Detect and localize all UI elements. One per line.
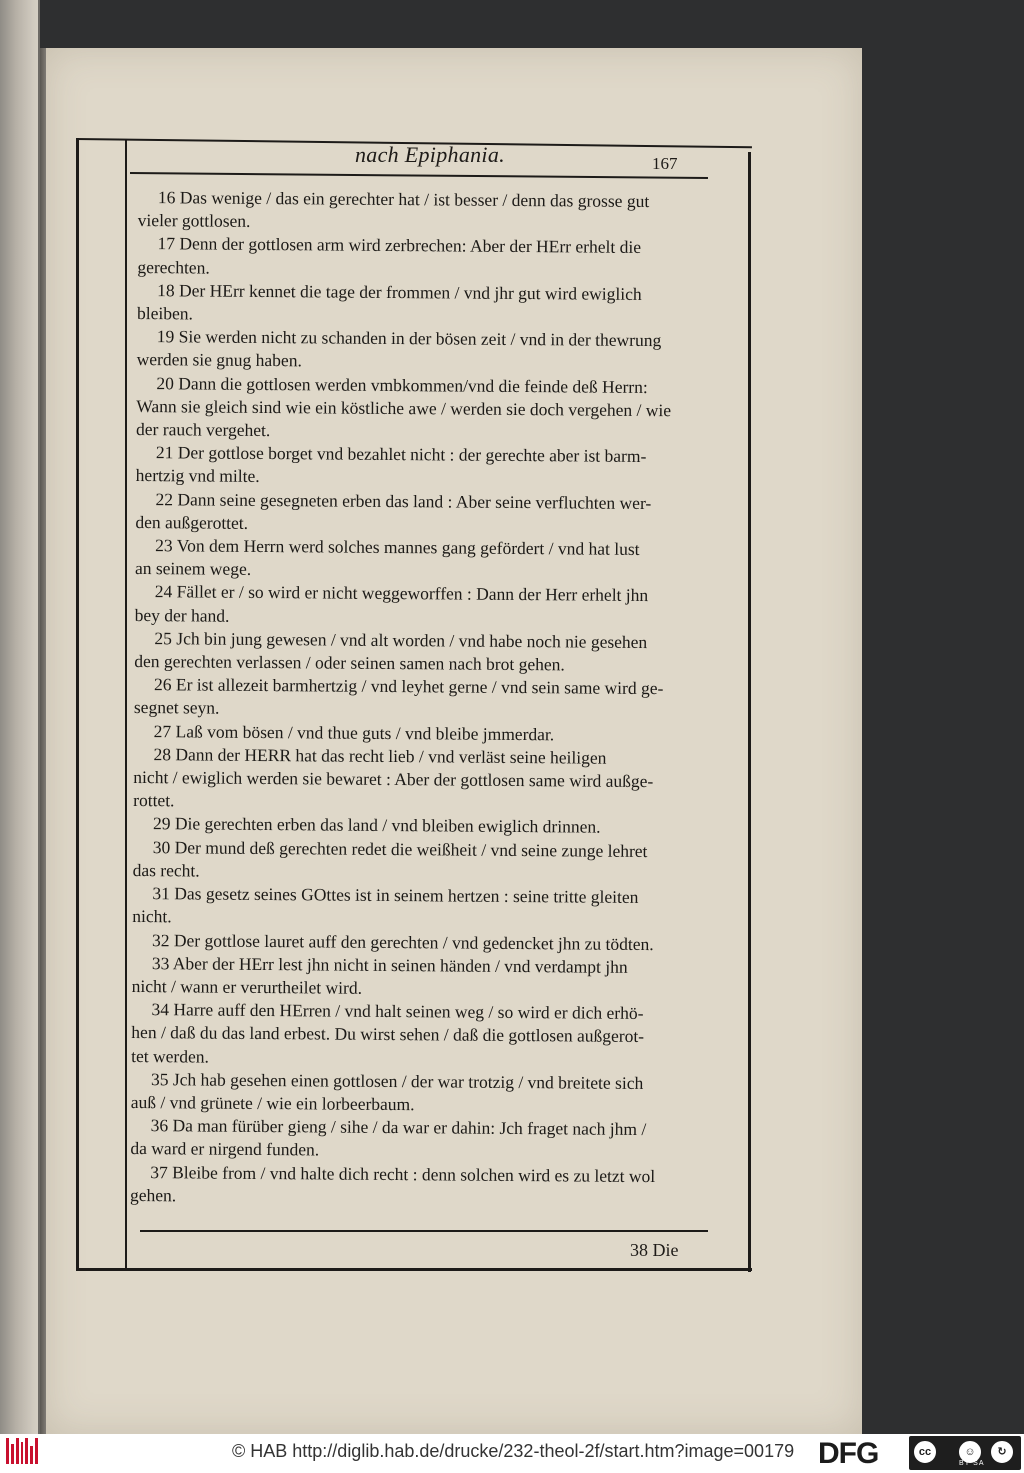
verse [138, 186, 700, 237]
verse-line: bleiben. [136, 303, 193, 324]
adjacent-page-edge [0, 0, 40, 1434]
verse [133, 836, 695, 887]
page-number: 167 [652, 154, 678, 173]
verse-line: das recht. [132, 859, 200, 881]
verse-line: 32 Der gottlose lauret auff den gerechten / vnd gedencket jhn zu tödten. [152, 929, 654, 954]
running-head: nach Epiphania. [355, 142, 505, 167]
verse-line: werden sie gnug haben. [136, 349, 302, 371]
verse-line: den gerechten verlassen / oder seinen samen nach brot gehen. [134, 651, 565, 675]
verse [130, 1114, 692, 1165]
verse-line: 33 Aber der HErr lest jhn nicht in seinen händen / vnd verdampt jhn [151, 952, 628, 977]
verse-line: 28 Dann der HERR hat das recht lieb / vnd verläst seine heiligen [153, 744, 607, 768]
verse-line: den außgerottet. [135, 511, 249, 533]
verse [136, 441, 698, 492]
frame-inner-rule [125, 140, 127, 1268]
verse [136, 372, 699, 446]
verse [131, 1068, 693, 1119]
verse-line: 19 Sie werden nicht zu schanden in der bösen zeit / vnd in der thewrung [156, 326, 662, 351]
verse [133, 743, 696, 817]
verse [131, 998, 694, 1072]
frame-bottom-rule [76, 1268, 752, 1271]
verse-line: gerechten. [137, 256, 210, 278]
attribution-icon: ☺ [957, 1439, 983, 1465]
verse-line: 31 Das gesetz seines GOttes ist in seinem hertzen : seine tritte gleiten [152, 883, 639, 908]
verse-line: auß / vnd grünete / wie ein lorbeerbaum. [130, 1091, 415, 1115]
verse-line: 30 Der mund deß gerechten redet die weißheit / vnd seine zunge lehret [152, 836, 648, 861]
verse-line: Wann sie gleich sind wie ein köstliche awe / werden sie doch vergehen / wie [136, 395, 672, 421]
verse [135, 580, 697, 631]
verse [134, 627, 696, 678]
verse-line: hen / daß du das land erbest. Du wirst sehen / daß die gottlosen außgerot- [131, 1022, 645, 1047]
verse-line: 26 Er ist allezeit barmhertzig / vnd leyhet gerne / vnd sein same wird ge- [154, 674, 664, 699]
cc-license-badge[interactable] [909, 1436, 1021, 1470]
verse-line: 20 Dann die gottlosen werden vmbkommen/vnd die feinde deß Herrn: [156, 372, 648, 397]
viewer-footer [0, 1434, 1024, 1473]
verse [137, 279, 699, 330]
verse-line: hertzig vnd milte. [135, 465, 260, 487]
verse-line: 24 Fället er / so wird er nicht weggeworffen : Dann der Herr erhelt jhn [154, 581, 649, 606]
frame-right-rule [748, 152, 751, 1272]
creative-commons-icon: cc [912, 1439, 938, 1465]
verse-line: 16 Das wenige / das ein gerechter hat / ist besser / denn das grosse gut [157, 187, 650, 212]
dfg-logo[interactable]: DFG [818, 1437, 879, 1470]
cc-label: BY SA [959, 1460, 985, 1467]
verse-line: segnet seyn. [133, 697, 220, 719]
verse [130, 1161, 692, 1212]
verse [135, 534, 697, 585]
verse-line: nicht / ewiglich werden sie bewaret : Aber der gottlosen same wird außge- [133, 767, 654, 792]
verse [134, 673, 696, 724]
verse-line: gehen. [129, 1184, 177, 1206]
verse-line: 17 Denn der gottlosen arm wird zerbrechen: Aber der HErr erhelt die [157, 233, 642, 258]
verse-line: da ward er nirgend funden. [130, 1138, 320, 1160]
verse-text-block [130, 186, 700, 1211]
verse-line: 34 Harre auff den HErren / vnd halt seinen weg / so wird er dich erhö- [151, 999, 644, 1024]
share-alike-icon: ↻ [989, 1439, 1015, 1465]
verse-line: 25 Jch bin jung gewesen / vnd alt worden / vnd habe noch nie gesehen [154, 628, 648, 652]
verse [137, 325, 699, 376]
verse [135, 488, 697, 539]
verse-line: 23 Von dem Herrn werd solches mannes gang gefördert / vnd hat lust [155, 535, 640, 559]
verse [137, 232, 699, 283]
verse-line: 27 Laß vom bösen / vnd thue guts / vnd bleibe jmmerdar. [153, 720, 555, 744]
verse [132, 952, 694, 1003]
verse-line: 29 Die gerechten erben das land / vnd bleiben ewiglich drinnen. [152, 813, 601, 838]
verse-line: 18 Der HErr kennet die tage der frommen / vnd jhr gut wird ewiglich [157, 279, 642, 304]
verse-line: an seinem wege. [134, 558, 252, 580]
verse-line: tet werden. [131, 1045, 209, 1067]
verse-line: bey der hand. [134, 604, 230, 626]
verse-line: der rauch vergehet. [136, 419, 271, 441]
verse-line: nicht / wann er verurtheilet wird. [131, 975, 363, 998]
verse-line: 22 Dann seine gesegneten erben das land : Aber seine verfluchten wer- [155, 488, 652, 513]
verse-line: 37 Bleibe from / vnd halte dich recht : denn solchen wird es zu letzt wol [150, 1161, 656, 1186]
footer-rule [140, 1230, 708, 1232]
verse-line: nicht. [132, 906, 172, 927]
verse-line: 21 Der gottlose borget vnd bezahlet nicht : der gerechte aber ist barm- [155, 442, 647, 467]
frame-left-rule [76, 138, 79, 1271]
verse-line: 35 Jch hab gesehen einen gottlosen / der war trotzig / vnd breitete sich [150, 1068, 644, 1093]
hab-logo-icon[interactable] [6, 1438, 38, 1466]
verse [132, 882, 694, 933]
verse-line: rottet. [133, 790, 175, 811]
verse-line: 36 Da man fürüber gieng / sihe / da war er dahin: Jch fraget nach jhm / [150, 1115, 647, 1140]
verse-line: vieler gottlosen. [137, 210, 251, 232]
catchword: 38 Die [630, 1240, 679, 1260]
copyright-link[interactable]: © HAB http://diglib.hab.de/drucke/232-theol-2f/start.htm?image=00179 [232, 1441, 795, 1461]
